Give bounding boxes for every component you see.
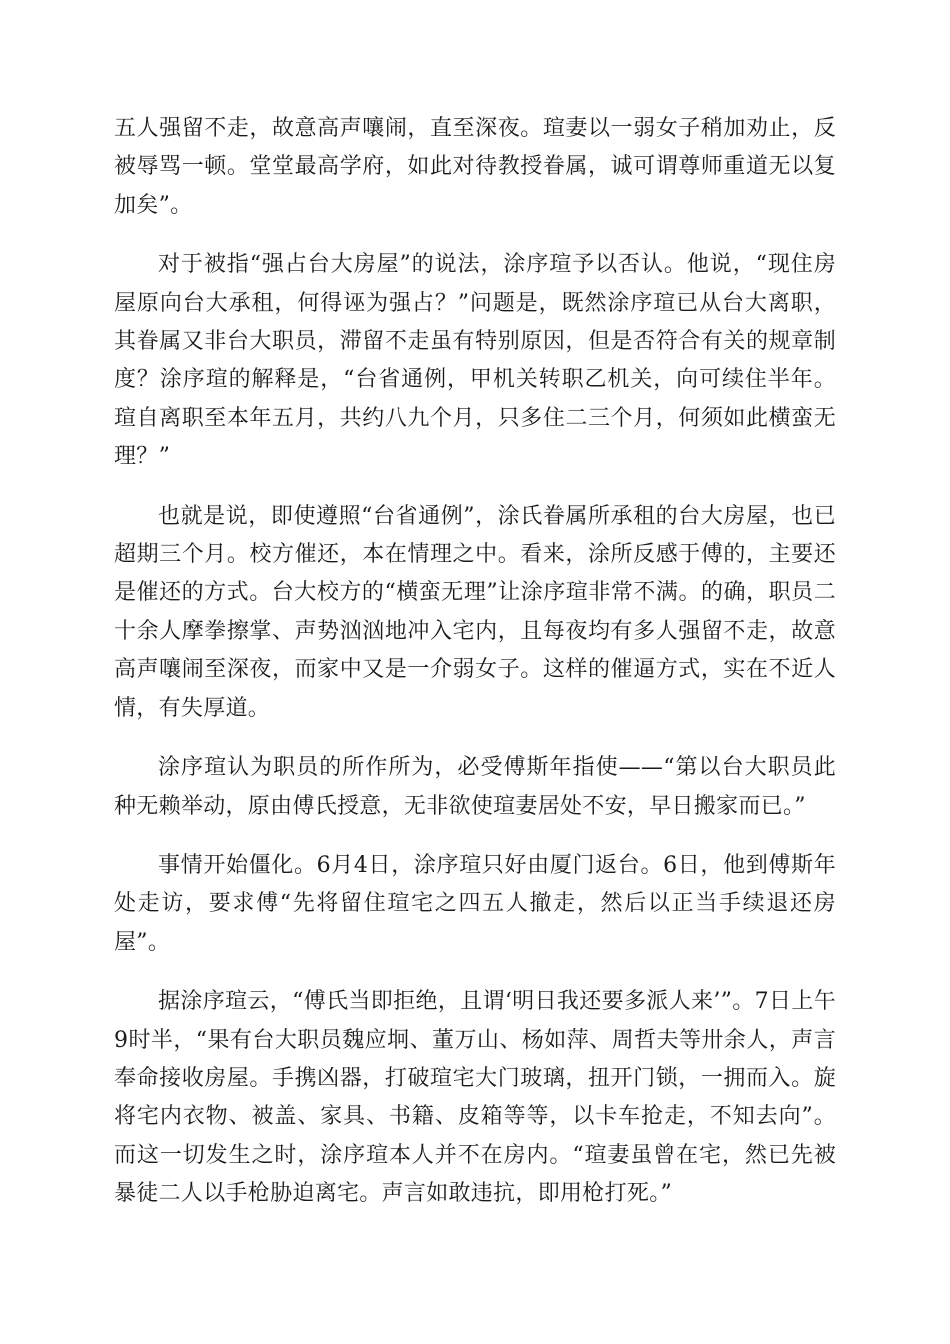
- paragraph-4: 涂序瑄认为职员的所作所为，必受傅斯年指使——“第以台大职员此种无赖举动，原由傅氏授意，无非欲使瑄妻居处不安，早日搬家而已。”: [114, 755, 836, 819]
- paragraph-5: 事情开始僵化。6月4日，涂序瑄只好由厦门返台。6日，他到傅斯年处走访，要求傅“先将留住瑄宅之四五人撤走，然后以正当手续退还房屋”。: [114, 852, 836, 955]
- paragraph-6: 据涂序瑄云，“傅氏当即拒绝，且谓‘明日我还要多派人来’”。7日上午9时半，“果有台大职员魏应坰、董万山、杨如萍、周哲夫等卅余人，声言奉命接收房屋。手携凶器，打破瑄宅大门玻璃，扭开门锁，一拥而入。旋将宅内衣物、被盖、家具、书籍、皮箱等等，以卡车抢走，不知去向”。而这一切发生之时，涂序瑄本人并不在房内。“瑄妻虽曾在宅，然已先被暴徒二人以手枪胁迫离宅。声言如敢违抗，即用枪打死。”: [114, 989, 836, 1207]
- document-page: [114, 110, 836, 1235]
- paragraph-2: 对于被指“强占台大房屋”的说法，涂序瑄予以否认。他说，“现住房屋原向台大承租，何得诬为强占？”问题是，既然涂序瑄已从台大离职，其眷属又非台大职员，滞留不走虽有特别原因，但是否符合有关的规章制度？涂序瑄的解释是，“台省通例，甲机关转职乙机关，向可续住半年。瑄自离职至本年五月，共约八九个月，只多住二三个月，何须如此横蛮无理？”: [114, 252, 836, 470]
- paragraph-1: 五人强留不走，故意高声嚷闹，直至深夜。瑄妻以一弱女子稍加劝止，反被辱骂一顿。堂堂最高学府，如此对待教授眷属，诚可谓尊师重道无以复加矣”。: [114, 116, 836, 218]
- paragraph-3: 也就是说，即使遵照“台省通例”，涂氏眷属所承租的台大房屋，也已超期三个月。校方催还，本在情理之中。看来，涂所反感于傅的，主要还是催还的方式。台大校方的“横蛮无理”让涂序瑄非常不满。的确，职员二十余人摩拳擦掌、声势汹汹地冲入宅内，且每夜均有多人强留不走，故意高声嚷闹至深夜，而家中又是一介弱女子。这样的催逼方式，实在不近人情，有失厚道。: [114, 503, 836, 721]
